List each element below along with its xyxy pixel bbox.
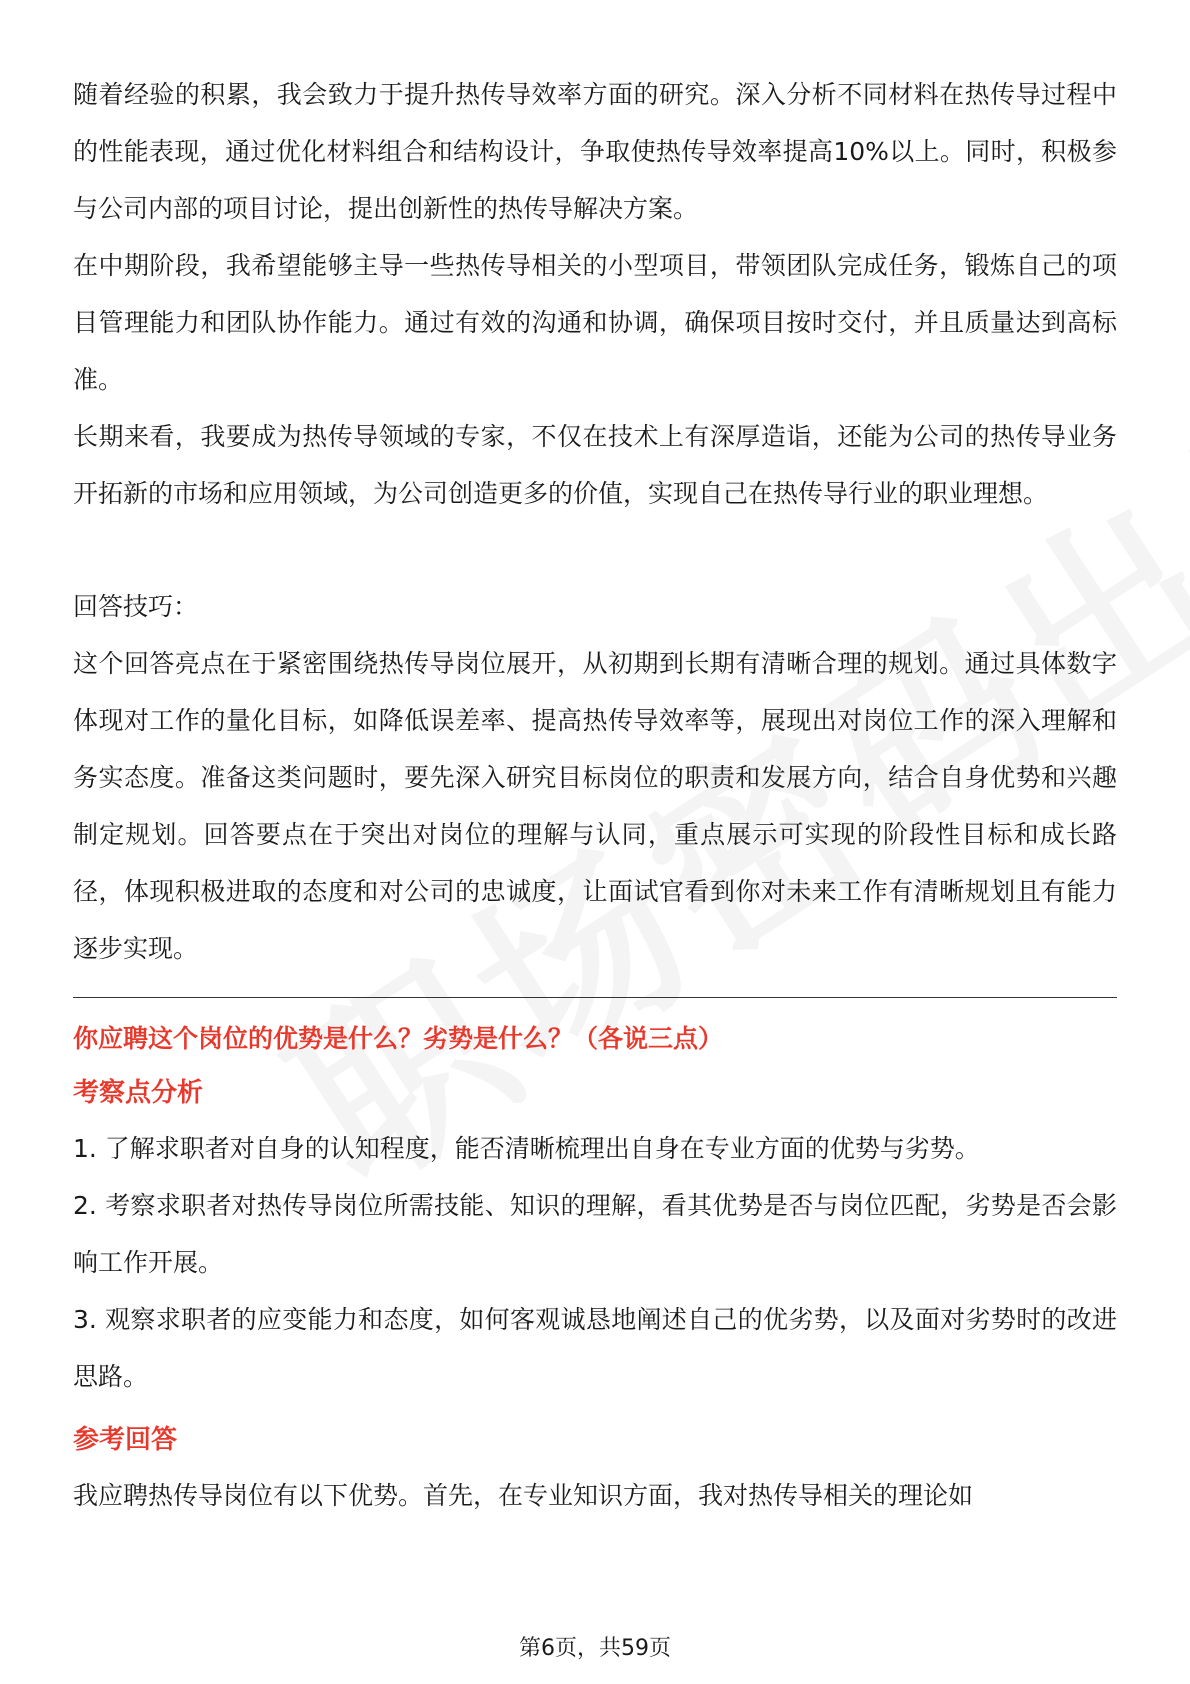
analysis-heading: 考察点分析 — [73, 1078, 204, 1108]
section-divider — [73, 997, 1117, 998]
page-content — [73, 66, 1117, 1524]
reference-heading: 参考回答 — [73, 1425, 178, 1455]
analysis-item-3: 3. 观察求职者的应变能力和态度，如何客观诚恳地阐述自己的优劣势，以及面对劣势时的改进思路。 — [73, 1305, 1117, 1391]
paragraph-mid-term: 在中期阶段，我希望能够主导一些热传导相关的小型项目，带领团队完成任务，锻炼自己的项目管理能力和团队协作能力。通过有效的沟通和协调，确保项目按时交付，并且质量达到高标准。 — [73, 251, 1117, 394]
reference-text: 我应聘热传导岗位有以下优势。首先，在专业知识方面，我对热传导相关的理论如 — [73, 1481, 974, 1510]
paragraph-efficiency: 随着经验的积累，我会致力于提升热传导效率方面的研究。深入分析不同材料在热传导过程中的性能表现，通过优化材料组合和结构设计，争取使热传导效率提高10%以上。同时，积极参与公司内部的项目讨论，提出创新性的热传导解决方案。 — [73, 80, 1117, 223]
tips-label: 回答技巧： — [73, 592, 199, 621]
paragraph-long-term: 长期来看，我要成为热传导领域的专家，不仅在技术上有深厚造诣，还能为公司的热传导业务开拓新的市场和应用领域，为公司创造更多的价值，实现自己在热传导行业的职业理想。 — [73, 422, 1117, 508]
analysis-item-1: 1. 了解求职者对自身的认知程度，能否清晰梳理出自身在专业方面的优势与劣势。 — [73, 1134, 980, 1163]
spacer — [73, 522, 1117, 578]
question-title: 你应聘这个岗位的优势是什么？劣势是什么？（各说三点） — [73, 1024, 724, 1053]
analysis-item-2: 2. 考察求职者对热传导岗位所需技能、知识的理解，看其优势是否与岗位匹配，劣势是否会影响工作开展。 — [73, 1191, 1117, 1277]
page-number: 第6页，共59页 — [519, 1636, 671, 1661]
tips-text: 这个回答亮点在于紧密围绕热传导岗位展开，从初期到长期有清晰合理的规划。通过具体数字体现对工作的量化目标，如降低误差率、提高热传导效率等，展现出对岗位工作的深入理解和务实态度。准备这类问题时，要先深入研究目标岗位的职责和发展方向，结合自身优势和兴趣制定规划。回答要点在于突出对岗位的理解与认同，重点展示可实现的阶段性目标和成长路径，体现积极进取的态度和对公司的忠诚度，让面试官看到你对未来工作有清晰规划且有能力逐步实现。 — [73, 649, 1117, 963]
